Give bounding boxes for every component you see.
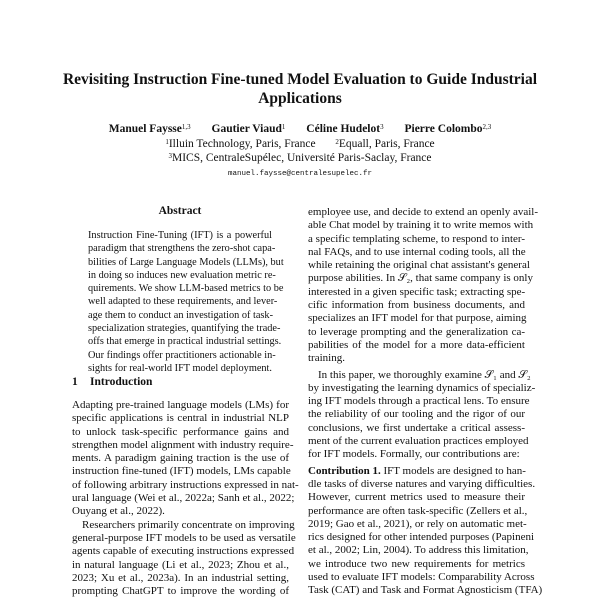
section-number: 1 bbox=[72, 376, 78, 388]
text-line: by investigating the learning dynamics of specializ- bbox=[308, 381, 536, 394]
text-line: Ouyang et al., 2022). bbox=[72, 505, 165, 518]
text-line: ural language (Wei et al., 2022a; Sanh et al., 2022; bbox=[72, 492, 295, 505]
section-title: Introduction bbox=[90, 376, 153, 388]
text-line: able Chat model by training it to write memos with bbox=[308, 219, 534, 232]
author-sup: 1,3 bbox=[181, 123, 191, 131]
text-line: Researchers primarily concentrate on improving bbox=[82, 518, 295, 531]
text-line: offs that emerge in practical industrial settings. bbox=[88, 336, 282, 348]
text-line: rics designed for other intended purposes (Papineni bbox=[308, 531, 535, 544]
text-line: conclusions, we first undertake a critical assess- bbox=[308, 421, 525, 434]
affiliation-line bbox=[60, 151, 540, 166]
text-line: to unlock task-specific performance gains and bbox=[72, 425, 289, 438]
text-line: nal FAQs, and to use internal coding tools, all the bbox=[308, 245, 526, 258]
text-line: pabilities of the model for a more data-efficient bbox=[308, 338, 525, 351]
text-line: we introduce two new requirements for metrics bbox=[308, 557, 525, 570]
text-line: Our findings offer practitioners actionable in- bbox=[88, 349, 276, 361]
text-line: interested in a given specific task; extracting spe- bbox=[308, 285, 526, 298]
text-line: well adapted to these requirements, and lever- bbox=[88, 296, 278, 308]
text-line: dle tasks of diverse natures and varying difficulties. bbox=[308, 477, 536, 490]
paper-title bbox=[60, 70, 540, 108]
text-line: Instruction Fine-Tuning (IFT) is a powerful bbox=[88, 230, 272, 241]
text-line: specializes an IFT model for that purpose, aiming bbox=[308, 312, 527, 325]
text-line: purpose abilities. In 𝒮₂, that same company is only bbox=[308, 272, 533, 285]
text-line: of following arbitrary instructions expressed in nat- bbox=[72, 478, 299, 491]
author bbox=[212, 123, 286, 135]
text-line: age them to conduct an investigation of task- bbox=[88, 309, 274, 321]
abstract-heading: Abstract bbox=[158, 205, 202, 217]
text-line: a specific templating scheme, to respond to inter- bbox=[308, 232, 525, 245]
title-line: Revisiting Instruction Fine-tuned Model Evaluation to Guide Industrial bbox=[62, 71, 538, 88]
text-line: Adapting pre-trained language models (LMs) for bbox=[72, 399, 289, 411]
affiliation: Equall, Paris, France bbox=[338, 137, 435, 150]
text-line: the reliability of our tooling and the rigor of our bbox=[308, 408, 525, 421]
text-line: paradigm that strengthens the zero-shot capa- bbox=[88, 243, 276, 255]
text-line: 2019; Gao et al., 2021), or rely on automatic met- bbox=[308, 517, 527, 530]
section-heading-introduction bbox=[72, 376, 152, 388]
author-email: manuel.faysse@centralesupelec.fr bbox=[227, 169, 373, 178]
affiliation-sup: 2 bbox=[335, 137, 339, 146]
text-line: ments. A paradigm gaining traction is the use of bbox=[72, 452, 289, 465]
author-sup: 1 bbox=[281, 123, 286, 131]
text-line: in doing so induces new evaluation metric re- bbox=[88, 269, 276, 281]
text-line: to leverage prompting and the generalization ca- bbox=[308, 325, 525, 338]
affiliation: MICS, CentraleSupélec, Université Paris-Saclay, France bbox=[171, 152, 432, 164]
right-column bbox=[308, 206, 543, 598]
author bbox=[404, 123, 491, 135]
text-line: bilities of Large Language Models (LLMs), but bbox=[88, 256, 284, 268]
left-column bbox=[72, 399, 299, 598]
text-line: general-purpose IFT models to be used as versatile bbox=[72, 531, 296, 544]
author-name: Pierre Colombo bbox=[404, 123, 483, 135]
text-line: prompting ChatGPT to improve the wording of bbox=[72, 585, 289, 598]
author-name: Gautier Viaud bbox=[211, 123, 282, 135]
text-line: agents capable of executing instructions expressed bbox=[72, 545, 295, 558]
text-line: while retaining the original chat assistant's general bbox=[308, 259, 530, 272]
author-block bbox=[60, 122, 540, 181]
title-line: Applications bbox=[258, 90, 342, 107]
author-names bbox=[60, 122, 540, 137]
text-line: However, current metrics used to measure their bbox=[308, 491, 525, 504]
text-line: training. bbox=[308, 352, 345, 365]
contribution-label: Contribution 1. bbox=[308, 464, 381, 477]
text-line: employee use, and decide to extend an openly avail- bbox=[308, 206, 538, 218]
author bbox=[306, 123, 383, 135]
text-line: Task (CAT) and Task and Format Agnosticism (TFA) bbox=[308, 584, 543, 597]
abstract-body bbox=[88, 229, 284, 375]
text-line: strengthen model alignment with industry require- bbox=[72, 438, 294, 451]
text-line: 2023; Xu et al., 2023a). In an industrial setting, bbox=[72, 571, 289, 584]
text-line: ing IFT models through a practical lens. To ensure bbox=[308, 395, 530, 408]
text-line: specialization strategies, quantifying the trade- bbox=[88, 323, 281, 335]
text-line: cific information from business documents, and bbox=[308, 299, 525, 312]
affiliation: Illuin Technology, Paris, France bbox=[168, 137, 316, 150]
text-line: specific applications is central in industrial NLP bbox=[72, 412, 289, 425]
author-sup: 2,3 bbox=[482, 123, 492, 131]
text-line: in natural language (Li et al., 2023; Zhou et al., bbox=[72, 558, 289, 571]
text-line: instruction fine-tuned (IFT) models, LMs capable bbox=[72, 465, 291, 478]
affiliation-line bbox=[60, 137, 540, 152]
author-name: Manuel Faysse bbox=[108, 123, 182, 135]
author-name: Céline Hudelot bbox=[306, 123, 381, 135]
text-line-content: IFT models are designed to han- bbox=[380, 464, 526, 477]
text-line: used to evaluate IFT models: Comparability Across bbox=[308, 571, 535, 584]
text-line bbox=[308, 465, 525, 478]
text-line: performance are often task-specific (Zellers et al., bbox=[308, 504, 528, 517]
author-sup: 3 bbox=[380, 123, 384, 131]
text-line: ment of the current evaluation practices employed bbox=[308, 435, 529, 448]
text-line: In this paper, we thoroughly examine 𝒮₁ and 𝒮₂ bbox=[318, 368, 531, 381]
text-line: et al., 2002; Lin, 2004). To address this limitation, bbox=[308, 544, 529, 557]
text-line: for IFT models. Formally, our contributions are: bbox=[308, 448, 520, 461]
affiliation-sup: 1 bbox=[165, 137, 169, 146]
affiliation-sup: 3 bbox=[168, 152, 172, 160]
author bbox=[109, 123, 191, 135]
text-line: quirements. We show LLM-based metrics to be bbox=[88, 283, 284, 295]
text-line: sights for real-world IFT model deployment. bbox=[88, 362, 272, 374]
